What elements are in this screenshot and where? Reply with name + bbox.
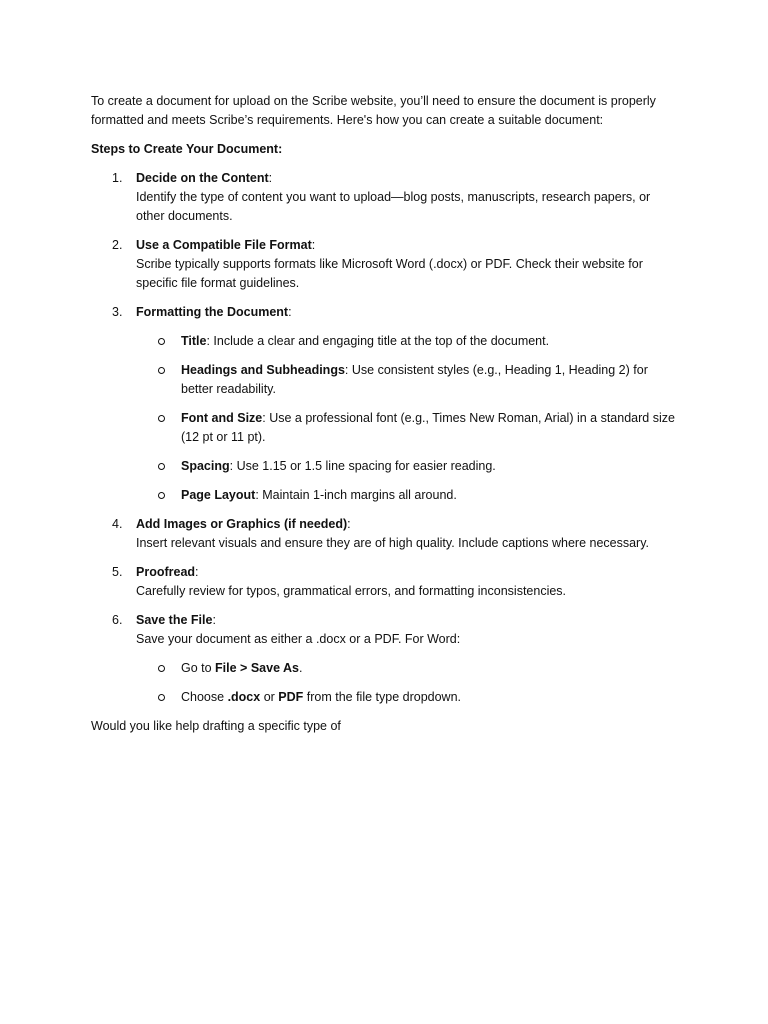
step-title: Decide on the Content (136, 171, 269, 185)
save-sublist (136, 659, 681, 707)
sub-item-text: Choose (181, 690, 228, 704)
step-number: 3. (112, 305, 123, 319)
hollow-bullet-icon (158, 492, 165, 499)
step-title-suffix: : (311, 238, 316, 252)
sub-item-bold: File > Save As (215, 661, 300, 675)
step-title: Use a Compatible File Format (136, 238, 312, 252)
sub-item-text: from the file type dropdown. (303, 690, 462, 704)
step-number: 5. (112, 565, 123, 579)
step-title: Add Images or Graphics (if needed) (136, 517, 348, 531)
step-item (91, 611, 681, 707)
steps-list (91, 169, 681, 707)
sub-item (136, 688, 681, 707)
sub-item-bold: PDF (278, 690, 304, 704)
sub-item (136, 457, 681, 476)
step-number: 2. (112, 238, 123, 252)
hollow-bullet-icon (158, 338, 165, 345)
sub-item-bold: Page Layout (181, 488, 256, 502)
step-title-suffix: : (195, 565, 199, 579)
sub-item-bold: Font and Size (181, 411, 263, 425)
step-number: 6. (112, 613, 123, 627)
sub-item-text: : Use consistent styles (e.g., Heading 1, Heading 2) for better readability. (181, 363, 648, 396)
step-title-suffix: : (288, 305, 292, 319)
step-title: Formatting the Document (136, 305, 289, 319)
sub-item-text: or (260, 690, 279, 704)
hollow-bullet-icon (158, 415, 165, 422)
step-number: 1. (112, 171, 123, 185)
intro-paragraph: To create a document for upload on the Scribe website, you’ll need to ensure the document is properly formatted and meets Scribe’s requirements. Here's how you can create a suitable document: (91, 94, 656, 127)
closing-paragraph: Would you like help drafting a specific type of (91, 719, 341, 733)
sub-item (136, 361, 681, 399)
step-body: Scribe typically supports formats like Microsoft Word (.docx) or PDF. Check their website for specific file format guidelines. (136, 257, 643, 290)
step-body: Identify the type of content you want to upload—blog posts, manuscripts, research papers, or other documents. (136, 190, 651, 223)
hollow-bullet-icon (158, 367, 165, 374)
step-body: Save your document as either a .docx or a PDF. For Word: (136, 632, 461, 646)
sub-item-bold: .docx (227, 690, 261, 704)
step-body: Insert relevant visuals and ensure they are of high quality. Include captions where necessary. (136, 536, 650, 550)
step-number: 4. (112, 517, 123, 531)
step-item (91, 515, 681, 553)
sub-item-bold: Spacing (181, 459, 230, 473)
sub-item-bold: Title (181, 334, 207, 348)
step-title-suffix: : (268, 171, 273, 185)
sub-item (136, 409, 681, 447)
step-body: Carefully review for typos, grammatical errors, and formatting inconsistencies. (136, 584, 567, 598)
step-item (91, 169, 681, 226)
sub-item-text: Go to (181, 661, 216, 675)
steps-heading: Steps to Create Your Document: (91, 142, 283, 156)
step-title: Save the File (136, 613, 213, 627)
step-title: Proofread (136, 565, 196, 579)
step-item (91, 563, 681, 601)
document-body (91, 92, 681, 736)
sub-item-text: : Include a clear and engaging title at the top of the document. (206, 334, 550, 348)
sub-item-text: : Use a professional font (e.g., Times New Roman, Arial) in a standard size (12 pt or 11 pt). (181, 411, 675, 444)
formatting-sublist (136, 332, 681, 505)
sub-item-bold: Headings and Subheadings (181, 363, 345, 377)
step-item (91, 303, 681, 505)
step-title-suffix: : (212, 613, 216, 627)
step-item (91, 236, 681, 293)
sub-item-text: : Use 1.15 or 1.5 line spacing for easier reading. (229, 459, 496, 473)
sub-item (136, 486, 681, 505)
sub-item-text: : Maintain 1-inch margins all around. (255, 488, 457, 502)
hollow-bullet-icon (158, 665, 165, 672)
hollow-bullet-icon (158, 463, 165, 470)
sub-item-text: . (299, 661, 303, 675)
sub-item (136, 332, 681, 351)
sub-item (136, 659, 681, 678)
hollow-bullet-icon (158, 694, 165, 701)
step-title-suffix: : (347, 517, 351, 531)
